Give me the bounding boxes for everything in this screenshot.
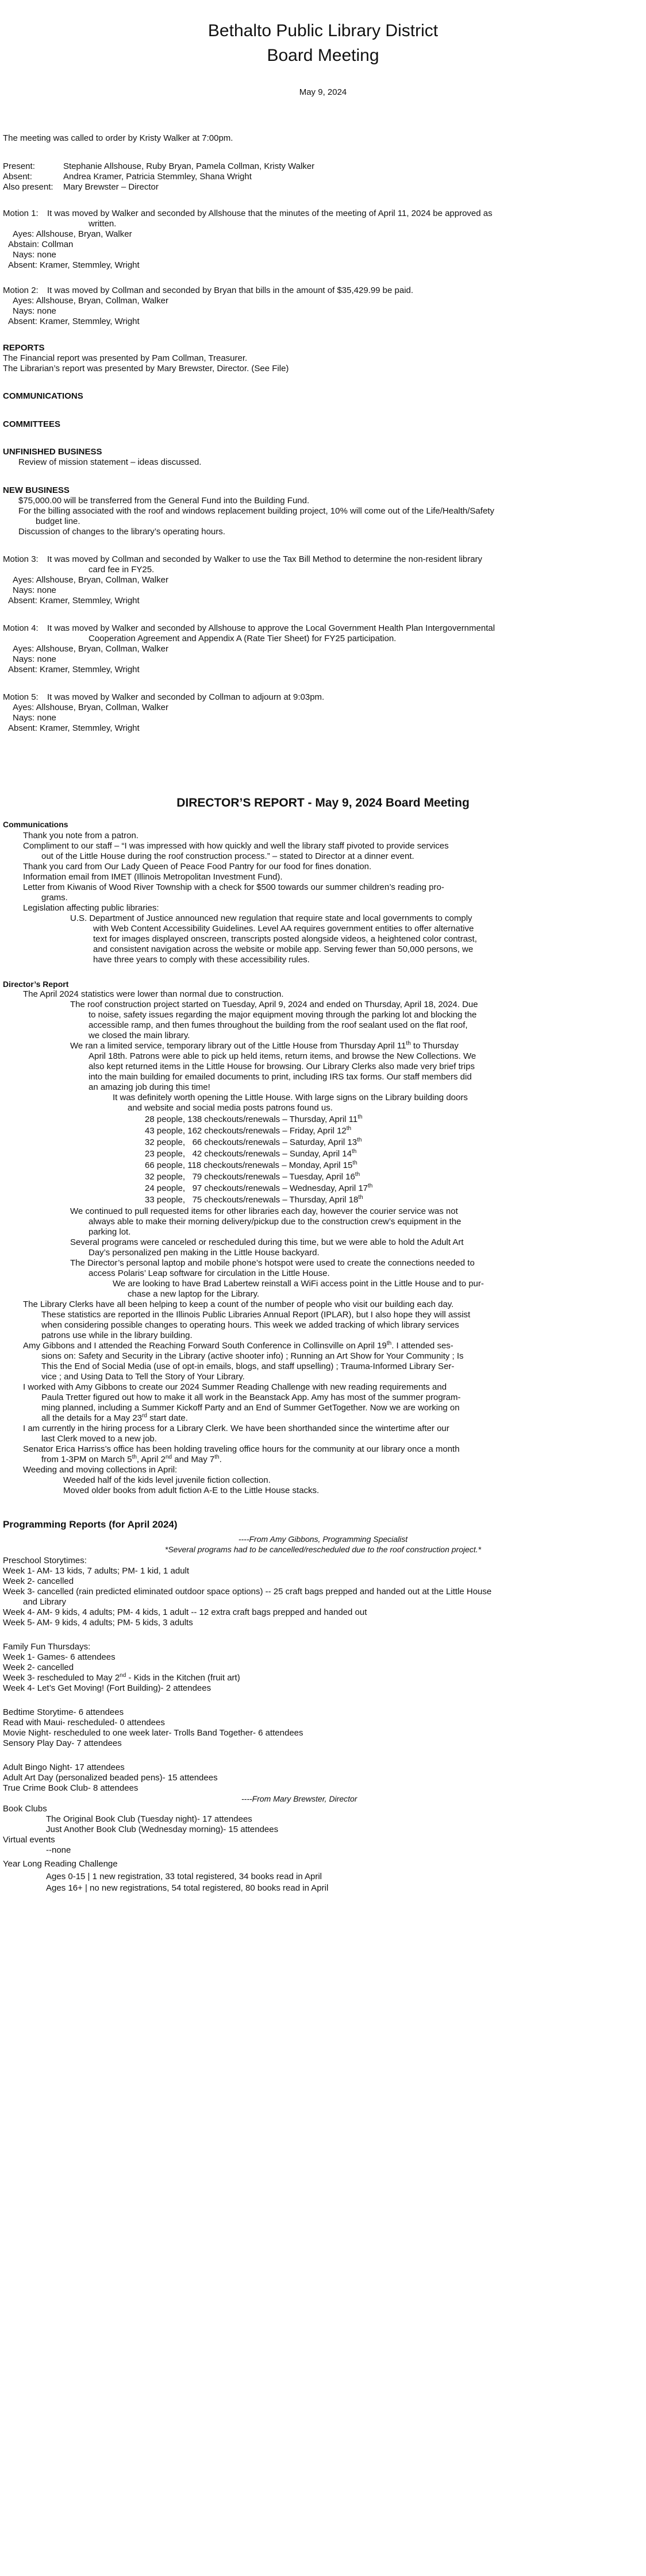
new-business-line-2-cont: budget line.	[36, 516, 80, 526]
family-fun-heading: Family Fun Thursdays:	[3, 1642, 91, 1652]
directors-report-subheading: Director’s Report	[3, 980, 69, 989]
new-business-line-1: $75,000.00 will be transferred from the General Fund into the Building Fund.	[18, 496, 310, 506]
daily-stat-row	[145, 1137, 362, 1148]
event-read-with-maui: Read with Maui- rescheduled- 0 attendees	[3, 1718, 165, 1727]
dr-roof-line-1: The roof construction project started on Tuesday, April 9, 2024 and ended on Thursday, April 18, 2024. Due	[70, 1000, 478, 1009]
library-name-title: Bethalto Public Library District	[207, 21, 439, 40]
librarian-report-line: The Librarian’s report was presented by Mary Brewster, Director. (See File)	[3, 364, 289, 373]
unfinished-business-heading: UNFINISHED BUSINESS	[3, 447, 102, 457]
daily-stat-row	[145, 1195, 363, 1205]
virtual-events-heading: Virtual events	[3, 1835, 55, 1845]
event-adult-bingo: Adult Bingo Night- 17 attendees	[3, 1763, 125, 1772]
daily-stat-text: 32 people, 66 checkouts/renewals – Saturday, April 13	[145, 1137, 357, 1147]
dr-worth-opening-line-1: It was definitely worth opening the Little House. With large signs on the Library building doors	[113, 1093, 468, 1102]
daily-stat-ordinal: th	[352, 1160, 357, 1166]
event-true-crime-club: True Crime Book Club- 8 attendees	[3, 1783, 139, 1793]
storytime-week-2: Week 2- cancelled	[3, 1576, 74, 1586]
dr-wifi-line-1: We are looking to have Brad Labertew reinstall a WiFi access point in the Little House and to pur-	[113, 1279, 484, 1289]
dr-laptop-line-1: The Director’s personal laptop and mobile phone’s hotspot were used to create the connections needed to	[70, 1258, 475, 1268]
dr-worth-opening-line-2: and website and social media posts patrons found us.	[128, 1103, 333, 1113]
motion-1-label: Motion 1:	[3, 209, 39, 218]
daily-stat-ordinal: th	[351, 1148, 357, 1155]
daily-stat-ordinal: th	[357, 1114, 363, 1120]
dr-hiring-line-1: I am currently in the hiring process for a Library Clerk. We have been shorthanded since the wintertime after our	[23, 1424, 449, 1433]
dr-clerks-line-2: These statistics are reported in the Illinois Public Libraries Annual Report (IPLAR), but I also hope they will assist	[41, 1310, 471, 1320]
motion-1-absent: Absent: Kramer, Stemmley, Wright	[8, 260, 140, 270]
dr-senator-line-2: from 1-3PM on March 5th, April 2nd and May 7th.	[41, 1454, 222, 1464]
daily-stat-ordinal: th	[346, 1125, 352, 1132]
daily-stat-ordinal: th	[358, 1194, 363, 1201]
motion-5-ayes: Ayes: Allshouse, Bryan, Collman, Walker	[13, 703, 168, 712]
daily-stat-ordinal: th	[355, 1171, 360, 1178]
motion-4-ayes: Ayes: Allshouse, Bryan, Collman, Walker	[13, 644, 168, 654]
motion-3-absent: Absent: Kramer, Stemmley, Wright	[8, 596, 140, 606]
daily-stat-text: 23 people, 42 checkouts/renewals – Sunday, April 14	[145, 1149, 352, 1159]
daily-stat-row	[145, 1149, 356, 1159]
motion-4-absent: Absent: Kramer, Stemmley, Wright	[8, 665, 140, 674]
comm-doj-line-1: U.S. Department of Justice announced new regulation that require state and local governments to comply	[70, 913, 472, 923]
dr-clerks-line-3: when considering possible changes to operating hours. This week we added tracking of which library services	[41, 1320, 459, 1330]
daily-stat-row	[145, 1115, 363, 1125]
dr-programs-line-1: Several programs were canceled or rescheduled during this time, but we were able to hold the Adult Art	[70, 1237, 464, 1247]
committees-heading: COMMITTEES	[3, 419, 60, 429]
comm-compliment-cont: out of the Little House during the roof construction process.” – stated to Director at a dinner event.	[41, 851, 414, 861]
book-club-original: The Original Book Club (Tuesday night)- 17 attendees	[46, 1814, 252, 1824]
motion-5-label: Motion 5:	[3, 692, 39, 702]
new-business-line-2: For the billing associated with the roof and windows replacement building project, 10% will come out of the Life/Health/Safety	[18, 506, 494, 516]
dr-summer-reading-line-1: I worked with Amy Gibbons to create our 2024 Summer Reading Challenge with new reading requirements and	[23, 1382, 447, 1392]
motion-4-text-cont: Cooperation Agreement and Appendix A (Rate Tier Sheet) for FY25 participation.	[89, 634, 397, 643]
daily-stat-row	[145, 1172, 360, 1182]
motion-2-ayes: Ayes: Allshouse, Bryan, Collman, Walker	[13, 296, 168, 306]
dr-limited-service-line-1: We ran a limited service, temporary library out of the Little House from Thursday April 11th to Thursday	[70, 1040, 459, 1051]
dr-summer-reading-line-4: all the details for a May 23rd start date.	[41, 1413, 188, 1423]
dr-limited-service-line-2: April 18th. Patrons were able to pick up held items, return items, and browse the New Collections. We	[89, 1051, 476, 1061]
dr-conference-line-1: Amy Gibbons and I attended the Reaching Forward South Conference in Collinsville on April 19th. I attended ses-	[23, 1340, 453, 1351]
board-meeting-title: Board Meeting	[267, 46, 379, 65]
financial-report-line: The Financial report was presented by Pam Collman, Treasurer.	[3, 353, 248, 363]
also-present-label: Also present:	[3, 182, 53, 192]
comm-food-pantry: Thank you card from Our Lady Queen of Peace Food Pantry for our food for fines donation.	[23, 862, 372, 871]
present-label: Present:	[3, 161, 35, 171]
dr-weeding-heading: Weeding and moving collections in April:	[23, 1465, 178, 1475]
motion-5-absent: Absent: Kramer, Stemmley, Wright	[8, 723, 140, 733]
motion-3-text-cont: card fee in FY25.	[89, 565, 155, 574]
daily-stat-row	[145, 1160, 357, 1171]
storytime-week-3: Week 3- cancelled (rain predicted eliminated outdoor space options) -- 25 craft bags prepped and handed out at the Little House	[3, 1587, 492, 1596]
communications-heading: COMMUNICATIONS	[3, 391, 83, 401]
comm-legislation: Legislation affecting public libraries:	[23, 903, 159, 913]
absent-label: Absent:	[3, 172, 32, 182]
family-fun-week-4: Week 4- Let’s Get Moving! (Fort Building)- 2 attendees	[3, 1683, 212, 1693]
motion-3-text: It was moved by Collman and seconded by Walker to use the Tax Bill Method to determine the non-resident library	[47, 554, 483, 564]
comm-kiwanis: Letter from Kiwanis of Wood River Township with a check for $500 towards our summer children’s reading pro-	[23, 882, 444, 892]
motion-5-text: It was moved by Walker and seconded by Collman to adjourn at 9:03pm.	[47, 692, 325, 702]
from-mary-brewster: ----From Mary Brewster, Director	[241, 1794, 357, 1803]
dr-weeding-line-1: Weeded half of the kids level juvenile fiction collection.	[63, 1475, 271, 1485]
dr-roof-line-3: accessible ramp, and then fumes throughout the building from the roof sealant used on the flat roof,	[89, 1020, 468, 1030]
motion-3-label: Motion 3:	[3, 554, 39, 564]
new-business-heading: NEW BUSINESS	[3, 485, 70, 495]
family-fun-week-3: Week 3- rescheduled to May 2nd - Kids in the Kitchen (fruit art)	[3, 1672, 240, 1683]
challenge-ages-16-plus: Ages 16+ | no new registrations, 54 total registered, 80 books read in April	[46, 1883, 329, 1893]
virtual-events-none: --none	[46, 1845, 71, 1855]
motion-4-text: It was moved by Walker and seconded by Allshouse to approve the Local Government Health Plan Intergovernmental	[47, 623, 495, 633]
dr-clerks-line-4: patrons use while in the library building.	[41, 1331, 193, 1340]
motion-4-nays: Nays: none	[13, 654, 56, 664]
unfinished-business-line: Review of mission statement – ideas discussed.	[18, 457, 202, 467]
programming-heading: Programming Reports (for April 2024)	[3, 1519, 178, 1530]
dr-limited-service-line-5: an amazing job during this time!	[89, 1082, 210, 1092]
daily-stat-text: 24 people, 97 checkouts/renewals – Wednesday, April 17	[145, 1183, 368, 1193]
from-amy-gibbons: ----From Amy Gibbons, Programming Specialist	[238, 1534, 408, 1544]
call-to-order: The meeting was called to order by Kristy Walker at 7:00pm.	[3, 133, 233, 143]
motion-2-label: Motion 2:	[3, 286, 39, 295]
book-club-just-another: Just Another Book Club (Wednesday morning)- 15 attendees	[46, 1825, 279, 1834]
year-long-challenge-heading: Year Long Reading Challenge	[3, 1859, 118, 1869]
comm-kiwanis-cont: grams.	[41, 893, 68, 903]
new-business-line-3: Discussion of changes to the library’s operating hours.	[18, 527, 225, 537]
event-sensory-play: Sensory Play Day- 7 attendees	[3, 1738, 122, 1748]
meeting-date: May 9, 2024	[299, 87, 347, 97]
storytime-week-3-cont: and Library	[23, 1597, 67, 1607]
comm-doj-line-3: text for images displayed onscreen, transcripts posted alongside videos, a heightened color contrast,	[93, 934, 477, 944]
construction-note: *Several programs had to be cancelled/rescheduled due to the roof construction project.*	[164, 1545, 482, 1554]
directors-report-title: DIRECTOR’S REPORT - May 9, 2024 Board Meeting	[176, 796, 470, 809]
daily-stat-row	[145, 1183, 372, 1194]
event-bedtime-storytime: Bedtime Storytime- 6 attendees	[3, 1707, 124, 1717]
dr-statistics: The April 2024 statistics were lower than normal due to construction.	[23, 989, 284, 999]
comm-compliment: Compliment to our staff – “I was impressed with how quickly and well the library staff pivoted to provide services	[23, 841, 449, 851]
also-present-list: Mary Brewster – Director	[63, 182, 159, 192]
dr-wifi-line-2: chase a new laptop for the Library.	[128, 1289, 260, 1299]
daily-stat-text: 32 people, 79 checkouts/renewals – Tuesday, April 16	[145, 1172, 355, 1182]
dr-clerks-line-1: The Library Clerks have all been helping to keep a count of the number of people who visit our building each day.	[23, 1299, 454, 1309]
daily-stat-row	[145, 1126, 351, 1136]
motion-1-text: It was moved by Walker and seconded by Allshouse that the minutes of the meeting of April 11, 2024 be approved as	[47, 209, 493, 218]
motion-5-nays: Nays: none	[13, 713, 56, 723]
motion-3-nays: Nays: none	[13, 585, 56, 595]
dr-senator-line-1: Senator Erica Harriss’s office has been holding traveling office hours for the community at our library once a month	[23, 1444, 460, 1454]
challenge-ages-0-15: Ages 0-15 | 1 new registration, 33 total registered, 34 books read in April	[46, 1872, 322, 1881]
comm-imet: Information email from IMET (Illinois Metropolitan Investment Fund).	[23, 872, 283, 882]
book-clubs-heading: Book Clubs	[3, 1804, 47, 1814]
dr-programs-line-2: Day’s personalized pen making in the Little House backyard.	[89, 1248, 320, 1258]
dr-laptop-line-2: access Polaris’ Leap software for circulation in the Little House.	[89, 1268, 330, 1278]
motion-2-nays: Nays: none	[13, 306, 56, 316]
family-fun-week-1: Week 1- Games- 6 attendees	[3, 1652, 116, 1662]
daily-stat-ordinal: th	[368, 1183, 373, 1189]
dr-roof-line-4: we closed the main library.	[89, 1031, 190, 1040]
daily-stat-text: 66 people, 118 checkouts/renewals – Monday, April 15	[145, 1160, 353, 1170]
storytime-week-1: Week 1- AM- 13 kids, 7 adults; PM- 1 kid, 1 adult	[3, 1566, 190, 1576]
event-movie-night: Movie Night- rescheduled to one week later- Trolls Band Together- 6 attendees	[3, 1728, 303, 1738]
dr-weeding-line-2: Moved older books from adult fiction A-E to the Little House stacks.	[63, 1486, 320, 1495]
daily-stat-text: 43 people, 162 checkouts/renewals – Friday, April 12	[145, 1126, 347, 1136]
comm-doj-line-5: have three years to comply with these accessibility rules.	[93, 955, 310, 965]
dr-conference-line-2: sions on: Safety and Security in the Library (active shooter info) ; Running an Art Show for Your Community ; Is	[41, 1351, 464, 1361]
daily-stat-text: 28 people, 138 checkouts/renewals – Thursday, April 11	[145, 1115, 358, 1124]
comm-doj-line-4: and consistent navigation across the website or mobile app. Serving fewer than 50,000 persons, we	[93, 944, 474, 954]
storytime-week-4: Week 4- AM- 9 kids, 4 adults; PM- 4 kids, 1 adult -- 12 extra craft bags prepped and handed out	[3, 1607, 367, 1617]
motion-4-label: Motion 4:	[3, 623, 39, 633]
dr-courier-line-2: always able to make their morning delivery/pickup due to the construction crew’s equipment in the	[89, 1217, 462, 1227]
absent-list: Andrea Kramer, Patricia Stemmley, Shana Wright	[63, 172, 252, 182]
dr-summer-reading-line-3: ming planned, including a Summer Kickoff Party and an End of Summer GetTogether. Now we are working on	[41, 1403, 460, 1413]
motion-1-abstain: Abstain: Collman	[8, 240, 74, 249]
dr-limited-service-line-3: also kept returned items in the Little House for browsing. Our Library Clerks also made very brief trips	[89, 1062, 475, 1071]
reports-heading: REPORTS	[3, 343, 45, 353]
present-list: Stephanie Allshouse, Ruby Bryan, Pamela Collman, Kristy Walker	[63, 161, 315, 171]
communications-subheading: Communications	[3, 820, 68, 829]
dr-conference-line-4: vice ; and Using Data to Tell the Story of Your Library.	[41, 1372, 245, 1382]
motion-1-nays: Nays: none	[13, 250, 56, 260]
motion-1-ayes: Ayes: Allshouse, Bryan, Walker	[13, 229, 132, 239]
dr-roof-line-2: to noise, safety issues regarding the major equipment moving through the parking lot and blocking the	[89, 1010, 477, 1020]
family-fun-week-2: Week 2- cancelled	[3, 1663, 74, 1672]
motion-3-ayes: Ayes: Allshouse, Bryan, Collman, Walker	[13, 575, 168, 585]
daily-stat-text: 33 people, 75 checkouts/renewals – Thursday, April 18	[145, 1195, 359, 1205]
motion-2-text: It was moved by Collman and seconded by Bryan that bills in the amount of $35,429.99 be paid.	[47, 286, 414, 295]
dr-hiring-line-2: last Clerk moved to a new job.	[41, 1434, 157, 1444]
motion-2-absent: Absent: Kramer, Stemmley, Wright	[8, 317, 140, 326]
motion-1-text-cont: written.	[89, 219, 117, 229]
storytime-week-5: Week 5- AM- 9 kids, 4 adults; PM- 5 kids, 3 adults	[3, 1618, 193, 1628]
preschool-storytimes-heading: Preschool Storytimes:	[3, 1556, 87, 1565]
comm-doj-line-2: with Web Content Accessibility Guidelines. Level AA requires government entities to offer alternative	[93, 924, 474, 934]
comm-thank-you-note: Thank you note from a patron.	[23, 831, 139, 840]
dr-conference-line-3: This the End of Social Media (use of opt-in emails, blogs, and staff upselling) ; Trauma-Informed Library Ser-	[41, 1362, 455, 1371]
daily-stat-ordinal: th	[357, 1137, 362, 1143]
dr-summer-reading-line-2: Paula Tretter figured out how to make it all work in the Beanstack App. Amy has most of the summer program-	[41, 1393, 461, 1402]
event-adult-art-day: Adult Art Day (personalized beaded pens)- 15 attendees	[3, 1773, 218, 1783]
dr-courier-line-1: We continued to pull requested items for other libraries each day, however the courier service was not	[70, 1206, 458, 1216]
dr-limited-service-line-4: into the main building for emailed documents to print, including IRS tax forms. Our staff members did	[89, 1072, 472, 1082]
dr-courier-line-3: parking lot.	[89, 1227, 131, 1237]
